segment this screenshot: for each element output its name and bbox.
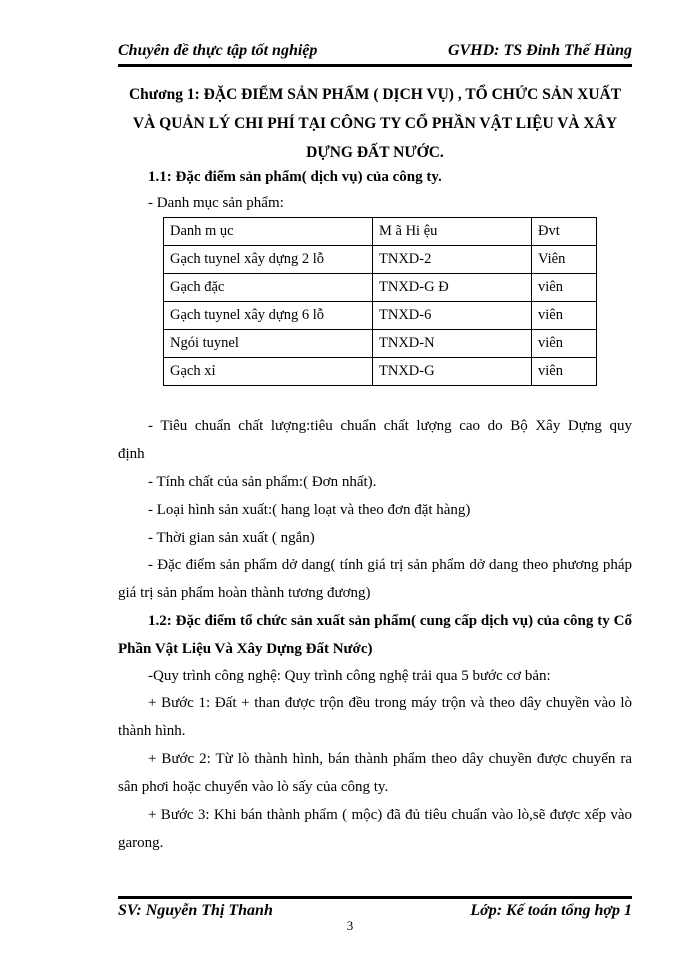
section-2-heading: 1.2: Đặc điểm tổ chức sản xuất sản phẩm( cung cấp dịch vụ) của công ty Cổ Phần Vật Liệu Và Xây Dựng Đất Nước) bbox=[118, 613, 632, 657]
product-table bbox=[163, 217, 597, 386]
table-cell: viên bbox=[532, 302, 597, 330]
header-left: Chuyên đề thực tập tốt nghiệp bbox=[118, 42, 318, 59]
table-cell: Ngói tuynel bbox=[164, 330, 373, 358]
production-type: - Loại hình sản xuất:( hang loạt và theo đơn đặt hàng) bbox=[148, 502, 471, 518]
header-rule bbox=[118, 64, 632, 67]
chapter-title: Chương 1: ĐẶC ĐIỂM SẢN PHẨM ( DỊCH VỤ) , TỔ CHỨC SẢN XUẤT VÀ QUẢN LÝ CHI PHÍ TẠI CÔNG TY CỔ PHẦN VẬT LIỆU VÀ XÂY DỰNG ĐẤT NƯỚC. bbox=[128, 86, 622, 161]
table-row bbox=[164, 246, 597, 274]
footer-left: SV: Nguyễn Thị Thanh bbox=[118, 902, 273, 919]
table-cell: TNXD-G Đ bbox=[373, 274, 532, 302]
table-cell: Gạch xỉ bbox=[164, 358, 373, 386]
table-cell: Viên bbox=[532, 246, 597, 274]
table-cell: viên bbox=[532, 274, 597, 302]
process-step-3: + Bước 3: Khi bán thành phẩm ( mộc) đã đủ tiêu chuẩn vào lò,sẽ được xếp vào garong. bbox=[118, 807, 632, 851]
table-header-cell: M ã Hi ệu bbox=[373, 218, 532, 246]
table-cell: Gạch tuynel xây dựng 6 lỗ bbox=[164, 302, 373, 330]
table-row bbox=[164, 302, 597, 330]
process-step-2: + Bước 2: Từ lò thành hình, bán thành phẩm theo dây chuyền được chuyển ra sân phơi hoặc chuyển vào lò sấy của công ty. bbox=[118, 751, 632, 795]
table-row bbox=[164, 330, 597, 358]
table-row bbox=[164, 274, 597, 302]
process-intro: -Quy trình công nghệ: Quy trình công nghệ trải qua 5 bước cơ bản: bbox=[148, 668, 551, 684]
page-number: 3 bbox=[346, 918, 354, 933]
table-header-row bbox=[164, 218, 597, 246]
table-cell: TNXD-2 bbox=[373, 246, 532, 274]
table-header-cell: Danh m ục bbox=[164, 218, 373, 246]
process-step-1: + Bước 1: Đất + than được trộn đều trong máy trộn và theo dây chuyền vào lò thành hình. bbox=[118, 695, 632, 739]
page-header bbox=[118, 40, 632, 64]
product-nature: - Tính chất của sản phẩm:( Đơn nhất). bbox=[148, 474, 377, 490]
table-cell: Gạch tuynel xây dựng 2 lỗ bbox=[164, 246, 373, 274]
product-list-intro: - Danh mục sản phẩm: bbox=[148, 195, 284, 211]
table-header-cell: Đvt bbox=[532, 218, 597, 246]
table-row bbox=[164, 358, 597, 386]
quality-standard-line: - Tiêu chuẩn chất lượng:tiêu chuẩn chất lượng cao do Bộ Xây Dựng quy bbox=[148, 418, 632, 434]
production-time: - Thời gian sản xuất ( ngắn) bbox=[148, 530, 315, 546]
table-cell: viên bbox=[532, 330, 597, 358]
section-1-heading: 1.1: Đặc điểm sản phẩm( dịch vụ) của công ty. bbox=[148, 169, 442, 185]
table-cell: TNXD-6 bbox=[373, 302, 532, 330]
table-cell: TNXD-N bbox=[373, 330, 532, 358]
table-cell: Gạch đặc bbox=[164, 274, 373, 302]
table-cell: viên bbox=[532, 358, 597, 386]
table-cell: TNXD-G bbox=[373, 358, 532, 386]
wip-characteristics: - Đặc điểm sản phẩm dở dang( tính giá trị sản phẩm dở dang theo phương pháp giá trị sản phẩm hoàn thành tương đương) bbox=[118, 557, 632, 601]
header-right: GVHD: TS Đinh Thế Hùng bbox=[447, 42, 632, 59]
footer-rule bbox=[118, 896, 632, 899]
footer-right: Lớp: Kế toán tổng hợp 1 bbox=[470, 902, 632, 919]
quality-standard-continuation: định bbox=[118, 446, 145, 462]
